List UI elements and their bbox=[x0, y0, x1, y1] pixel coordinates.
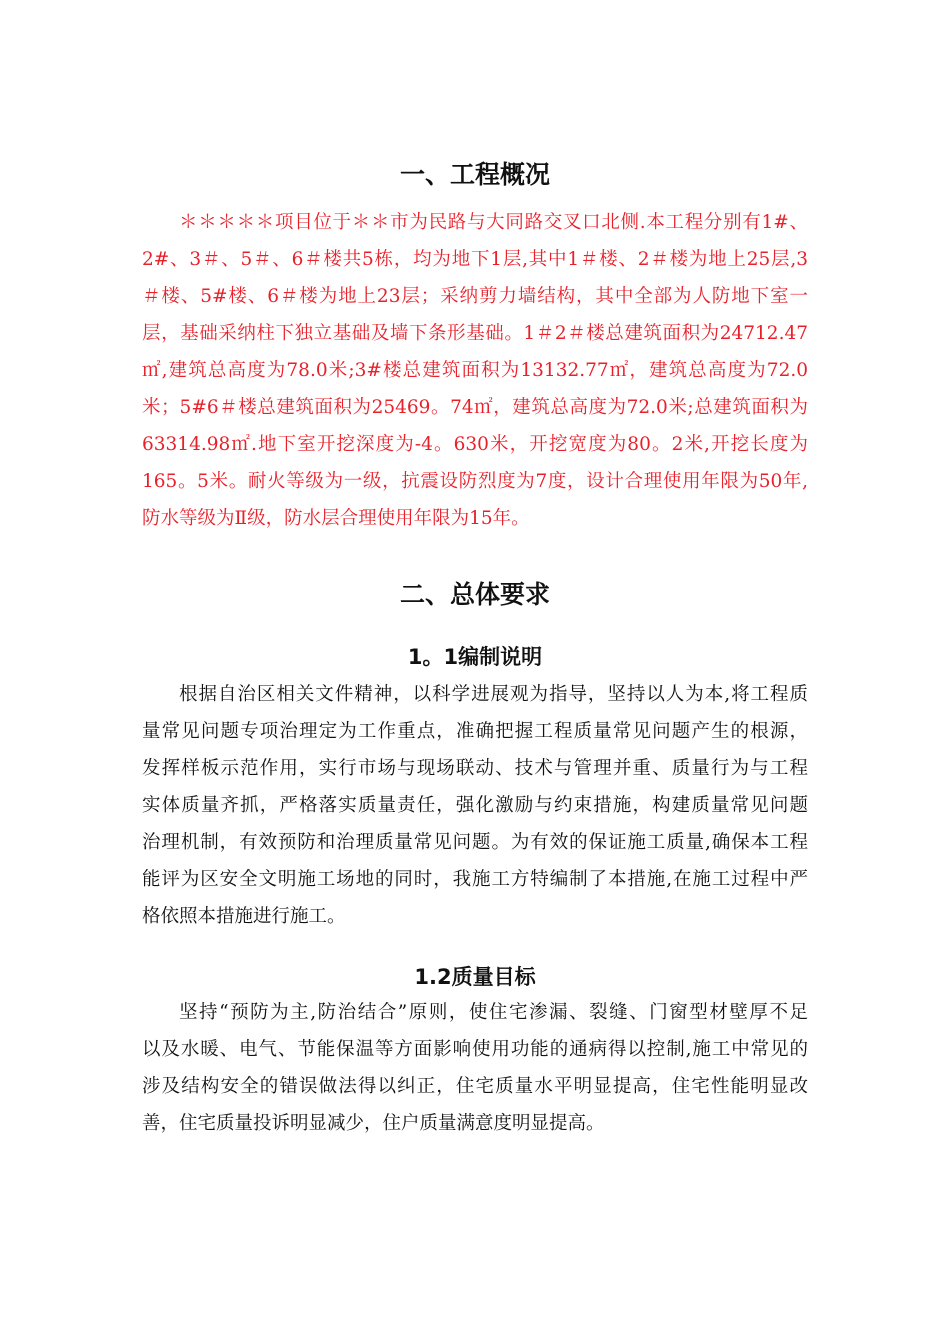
paragraph-line: 实体质量齐抓，严格落实质量责任，强化激励与约束措施，构建质量常见问题 bbox=[142, 795, 808, 816]
paragraph-line: 2#、3＃、5＃、6＃楼共5栋，均为地下1层,其中1＃楼、2＃楼为地上25层,3 bbox=[142, 249, 808, 270]
paragraph-line: 发挥样板示范作用，实行市场与现场联动、技术与管理并重、质量行为与工程 bbox=[142, 758, 808, 779]
quality-goal-paragraph bbox=[142, 994, 808, 1142]
subsection-title-compilation: 1。1编制说明 bbox=[407, 645, 543, 669]
paragraph-line: 165。5米。耐火等级为一级，抗震设防烈度为7度，设计合理使用年限为50年, bbox=[142, 471, 808, 492]
section-title-requirements: 二、总体要求 bbox=[399, 580, 550, 609]
paragraph-line: ＊＊＊＊＊项目位于＊＊市为民路与大同路交叉口北侧.本工程分别有1#、 bbox=[179, 212, 808, 233]
paragraph-line: 根据自治区相关文件精神，以科学进展观为指导，坚持以人为本,将工程质 bbox=[179, 684, 808, 705]
subsection-title-quality-goal: 1.2质量目标 bbox=[414, 965, 536, 989]
section-title-overview: 一、工程概况 bbox=[399, 160, 550, 189]
paragraph-line: 63314.98㎡.地下室开挖深度为-4。630米，开挖宽度为80。2米,开挖长度为 bbox=[142, 434, 808, 455]
overview-paragraph bbox=[142, 204, 808, 537]
paragraph-line: 层，基础采纳柱下独立基础及墙下条形基础。1＃2＃楼总建筑面积为24712.47 bbox=[142, 323, 808, 344]
paragraph-line: 米；5#6＃楼总建筑面积为25469。74㎡，建筑总高度为72.0米;总建筑面积为 bbox=[142, 397, 808, 418]
compilation-paragraph bbox=[142, 676, 808, 935]
paragraph-line: 涉及结构安全的错误做法得以纠正，住宅质量水平明显提高，住宅性能明显改 bbox=[142, 1076, 808, 1097]
paragraph-line: 能评为区安全文明施工场地的同时，我施工方特编制了本措施,在施工过程中严 bbox=[142, 869, 808, 890]
paragraph-line: 防水等级为Ⅱ级，防水层合理使用年限为15年。 bbox=[142, 508, 530, 529]
paragraph-line: 治理机制，有效预防和治理质量常见问题。为有效的保证施工质量,确保本工程 bbox=[142, 832, 808, 853]
paragraph-line: ＃楼、5#楼、6＃楼为地上23层；采纳剪力墙结构，其中全部为人防地下室一 bbox=[142, 286, 808, 307]
paragraph-line: 格依照本措施进行施工。 bbox=[142, 906, 346, 927]
paragraph-line: 以及水暖、电气、节能保温等方面影响使用功能的通病得以控制,施工中常见的 bbox=[142, 1039, 808, 1060]
paragraph-line: ㎡,建筑总高度为78.0米;3#楼总建筑面积为13132.77㎡，建筑总高度为72.0 bbox=[142, 360, 808, 381]
paragraph-line: 量常见问题专项治理定为工作重点，准确把握工程质量常见问题产生的根源， bbox=[142, 721, 808, 742]
paragraph-line: 善，住宅质量投诉明显减少，住户质量满意度明显提高。 bbox=[142, 1113, 605, 1134]
paragraph-line: 坚持“预防为主,防治结合”原则，使住宅渗漏、裂缝、门窗型材壁厚不足 bbox=[179, 1002, 808, 1023]
